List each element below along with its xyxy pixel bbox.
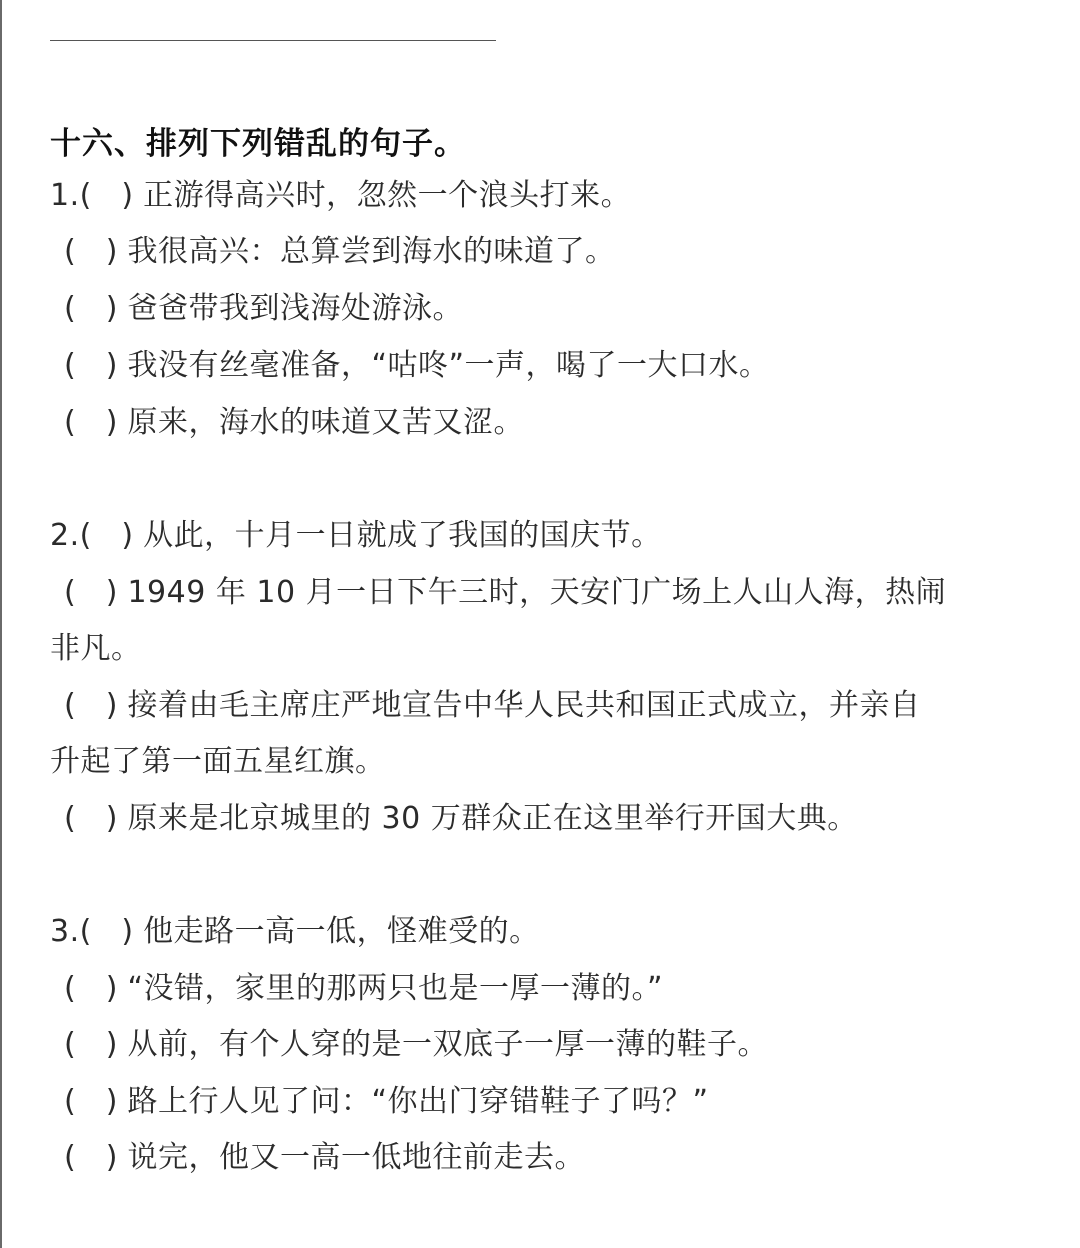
group-3-line-1: [50, 912, 540, 952]
sentence-text: 路上行人见了问：“你出门穿错鞋子了吗？”: [127, 1084, 709, 1119]
sentence-text: 爸爸带我到浅海处游泳。: [127, 291, 463, 326]
sentence-text: 正游得高兴时，忽然一个浪头打来。: [143, 178, 632, 213]
group-1-line-4: [64, 346, 770, 386]
answer-blank[interactable]: ( ): [64, 575, 118, 610]
answer-blank[interactable]: ( ): [79, 178, 134, 213]
answer-blank[interactable]: ( ): [64, 801, 118, 836]
sentence-text: 1949 年 10 月一日下午三时，天安门广场上人山人海，热闹: [127, 575, 947, 610]
top-rule-line: [50, 40, 496, 41]
group-2-line-2-continuation: [50, 629, 142, 669]
group-3-line-5: [64, 1138, 585, 1178]
group-1-line-1: [50, 176, 631, 216]
section-heading: 十六、排列下列错乱的句子。: [50, 126, 466, 162]
group-1-line-5: [64, 403, 524, 443]
sentence-text: 说完，他又一高一低地往前走去。: [127, 1140, 585, 1175]
answer-blank[interactable]: ( ): [64, 405, 118, 440]
answer-blank[interactable]: ( ): [64, 1084, 118, 1119]
sentence-text: 从前，有个人穿的是一双底子一厚一薄的鞋子。: [127, 1027, 768, 1062]
answer-blank[interactable]: ( ): [64, 688, 118, 723]
answer-blank[interactable]: ( ): [64, 348, 118, 383]
sentence-text: 我没有丝毫准备，“咕咚”一声，喝了一大口水。: [127, 348, 770, 383]
answer-blank[interactable]: ( ): [64, 1027, 118, 1062]
group-number: 3.: [50, 914, 80, 949]
sentence-text-continued: 升起了第一面五星红旗。: [50, 744, 386, 779]
answer-blank[interactable]: ( ): [79, 518, 134, 553]
sentence-text-continued: 非凡。: [50, 631, 142, 666]
group-3-line-2: [64, 969, 663, 1009]
group-number: 1.: [50, 178, 80, 213]
sentence-text: 他走路一高一低，怪难受的。: [143, 914, 540, 949]
sentence-text: 原来是北京城里的 30 万群众正在这里举行开国大典。: [127, 801, 858, 836]
sentence-text: 接着由毛主席庄严地宣告中华人民共和国正式成立，并亲自: [127, 688, 921, 723]
sentence-text: 我很高兴：总算尝到海水的味道了。: [127, 234, 616, 269]
group-number: 2.: [50, 518, 80, 553]
answer-blank[interactable]: ( ): [64, 291, 118, 326]
group-3-line-3: [64, 1025, 768, 1065]
group-2-line-3-continuation: [50, 742, 386, 782]
group-2-line-1: [50, 516, 662, 556]
group-1-line-2: [64, 232, 615, 272]
group-3-line-4: [64, 1082, 709, 1122]
answer-blank[interactable]: ( ): [64, 234, 118, 269]
sentence-text: 原来，海水的味道又苦又涩。: [127, 405, 524, 440]
group-2-line-3: [64, 686, 920, 726]
answer-blank[interactable]: ( ): [64, 1140, 118, 1175]
group-1-line-3: [64, 289, 463, 329]
group-2-line-2: [64, 573, 946, 613]
sentence-text: 从此，十月一日就成了我国的国庆节。: [143, 518, 662, 553]
answer-blank[interactable]: ( ): [64, 971, 118, 1006]
sentence-text: “没错，家里的那两只也是一厚一薄的。”: [127, 971, 664, 1006]
answer-blank[interactable]: ( ): [79, 914, 134, 949]
group-2-line-4: [64, 799, 858, 839]
